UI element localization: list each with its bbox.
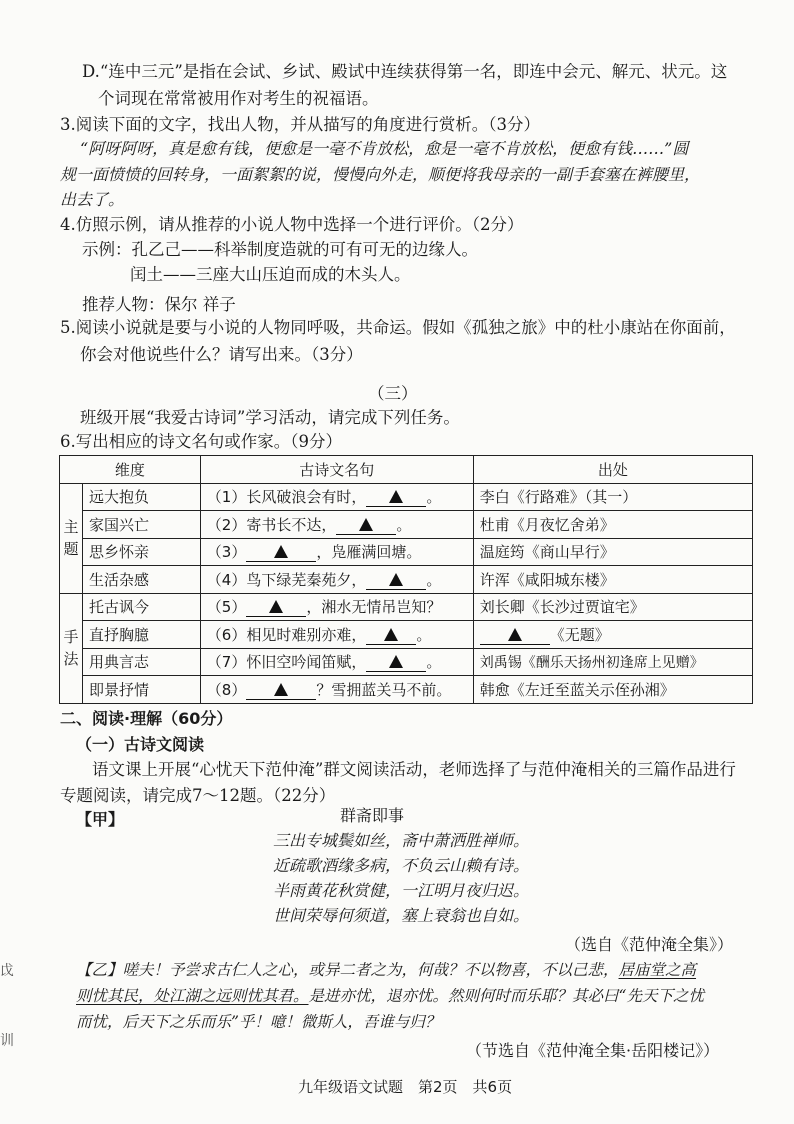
table-row — [60, 648, 753, 676]
poem-line: 世间荣辱何须道，塞上衰翁也自如。 — [273, 906, 530, 925]
dimension-cell: 家国兴亡 — [83, 511, 201, 539]
poetry-table — [59, 455, 753, 704]
underlined-sentence: 居庙堂之高 — [618, 961, 697, 979]
verse-cell: （2）寄书长不达， 。 — [200, 511, 473, 539]
table-row — [60, 511, 753, 539]
source-cell: 许浑《咸阳城东楼》 — [473, 566, 752, 594]
margin-mark: 训 — [0, 1033, 14, 1049]
sub1-intro-line1: 语文课上开展“心忧天下范仲淹”群文阅读活动，老师选择了与范仲淹相关的三篇作品进行 — [92, 760, 736, 779]
answer-blank[interactable] — [366, 488, 426, 507]
passage-yi-source: （节选自《范仲淹全集·岳阳楼记》） — [466, 1041, 720, 1060]
answer-blank[interactable] — [246, 681, 316, 700]
part3-intro: 班级开展“我爱古诗词”学习活动，请完成下列任务。 — [80, 408, 460, 427]
q4-example2: 闰土——三座大山压迫而成的木头人。 — [130, 265, 411, 284]
table-row — [60, 566, 753, 594]
passage-yi-line3: 而忧，后天下之乐而乐”乎！噫！微斯人，吾谁与归？ — [76, 1013, 441, 1031]
verse-cell: （6）相见时难别亦难， 。 — [200, 621, 473, 649]
answer-blank[interactable] — [246, 543, 316, 562]
source-cell: 刘禹锡《酬乐天扬州初逢席上见赠》 — [473, 648, 752, 676]
page-footer: 九年级语文试题 第2页 共6页 — [298, 1078, 513, 1096]
poem-line: 三出专城鬓如丝，斋中萧洒胜禅师。 — [273, 831, 530, 850]
source-cell: 韩愈《左迁至蓝关示侄孙湘》 — [473, 676, 752, 704]
group-technique: 手法 — [60, 593, 83, 703]
passage-yi-line2: 则忧其民，处江湖之远则忧其君。是进亦忧，退亦忧。然则何时而乐耶？其必曰“先天下之忧 — [76, 987, 704, 1005]
verse-cell: （7）怀旧空吟闻笛赋， 。 — [200, 648, 473, 676]
subsection1-title: （一）古诗文阅读 — [76, 735, 205, 754]
poem-line: 半雨黄花秋赏健，一江明月夜归迟。 — [273, 881, 530, 900]
q3-prompt: 3.阅读下面的文字，找出人物，并从描写的角度进行赏析。（3分） — [60, 115, 540, 134]
table-header-source: 出处 — [473, 456, 752, 484]
q2-option-d-line2: 个词现在常常被用作对考生的祝福语。 — [98, 89, 379, 108]
dimension-cell: 用典言志 — [83, 648, 201, 676]
part3-title: （三） — [368, 384, 418, 403]
dimension-cell: 托古讽今 — [83, 593, 201, 621]
dimension-cell: 生活杂感 — [83, 566, 201, 594]
table-row — [60, 621, 753, 649]
table-row — [60, 538, 753, 566]
verse-cell: （4）鸟下绿芜秦苑夕， 。 — [200, 566, 473, 594]
source-cell: 李白《行路难》（其一） — [473, 483, 752, 511]
answer-blank[interactable] — [366, 653, 426, 672]
dimension-cell: 即景抒情 — [83, 676, 201, 704]
q4-prompt: 4.仿照示例，请从推荐的小说人物中选择一个进行评价。（2分） — [60, 215, 524, 234]
q5-prompt-line2: 你会对他说些什么？请写出来。（3分） — [80, 345, 363, 364]
source-cell: 《无题》 — [473, 621, 752, 649]
answer-blank[interactable] — [366, 626, 416, 645]
source-cell: 杜甫《月夜忆舍弟》 — [473, 511, 752, 539]
q2-option-d-line1: D.“连中三元”是指在会试、乡试、殿试中连续获得第一名，即连中会元、解元、状元。这 — [82, 62, 728, 81]
q4-recommended: 推荐人物：保尔 祥子 — [82, 295, 236, 314]
sub1-intro-line2: 专题阅读，请完成7～12题。（22分） — [60, 786, 336, 805]
answer-blank[interactable] — [366, 571, 426, 590]
table-header-verse: 古诗文名句 — [200, 456, 473, 484]
passage-yi-line1: 【乙】嗟夫！予尝求古仁人之心，或异二者之为，何哉？不以物喜，不以己悲，居庙堂之高 — [76, 961, 697, 979]
dimension-cell: 直抒胸臆 — [83, 621, 201, 649]
margin-mark: 戉 — [0, 963, 14, 979]
q5-prompt-line1: 5.阅读小说就是要与小说的人物同呼吸，共命运。假如《孤独之旅》中的杜小康站在你面前， — [60, 318, 736, 337]
q6-prompt: 6.写出相应的诗文名句或作家。（9分） — [60, 432, 342, 451]
section2-title: 二、阅读·理解（60分） — [60, 709, 233, 728]
table-header-dimension: 维度 — [60, 456, 201, 484]
poem-line: 近疏歌酒缘多病，不负云山赖有诗。 — [273, 856, 530, 875]
source-cell: 刘长卿《长沙过贾谊宅》 — [473, 593, 752, 621]
table-row — [60, 676, 753, 704]
label-jia: 【甲】 — [76, 810, 125, 829]
q3-passage-line3: 出去了。 — [60, 190, 125, 209]
q3-passage-line2: 规一面愤愤的回转身，一面絮絮的说，慢慢向外走，顺便将我母亲的一副手套塞在裤腰里， — [60, 165, 701, 184]
group-theme: 主题 — [60, 483, 83, 593]
verse-cell: （3） ，凫雁满回塘。 — [200, 538, 473, 566]
q3-passage-line1: “阿呀阿呀，真是愈有钱，便愈是一毫不肯放松，愈是一毫不肯放松，便愈有钱……”圆 — [80, 139, 689, 158]
q4-example1: 示例：孔乙己——科举制度造就的可有可无的边缘人。 — [82, 240, 478, 259]
underlined-sentence: 则忧其民，处江湖之远则忧其君。 — [76, 987, 309, 1005]
source-cell: 温庭筠《商山早行》 — [473, 538, 752, 566]
verse-cell: （1）长风破浪会有时， 。 — [200, 483, 473, 511]
dimension-cell: 思乡怀亲 — [83, 538, 201, 566]
author-blank[interactable] — [480, 626, 550, 645]
verse-cell: （8） ？雪拥蓝关马不前。 — [200, 676, 473, 704]
table-row — [60, 483, 753, 511]
dimension-cell: 远大抱负 — [83, 483, 201, 511]
verse-cell: （5） ，湘水无情吊岂知？ — [200, 593, 473, 621]
poem-source: （选自《范仲淹全集》） — [565, 935, 734, 954]
answer-blank[interactable] — [336, 516, 396, 535]
answer-blank[interactable] — [246, 598, 306, 617]
table-row — [60, 593, 753, 621]
poem-title: 群斋即事 — [340, 806, 405, 825]
